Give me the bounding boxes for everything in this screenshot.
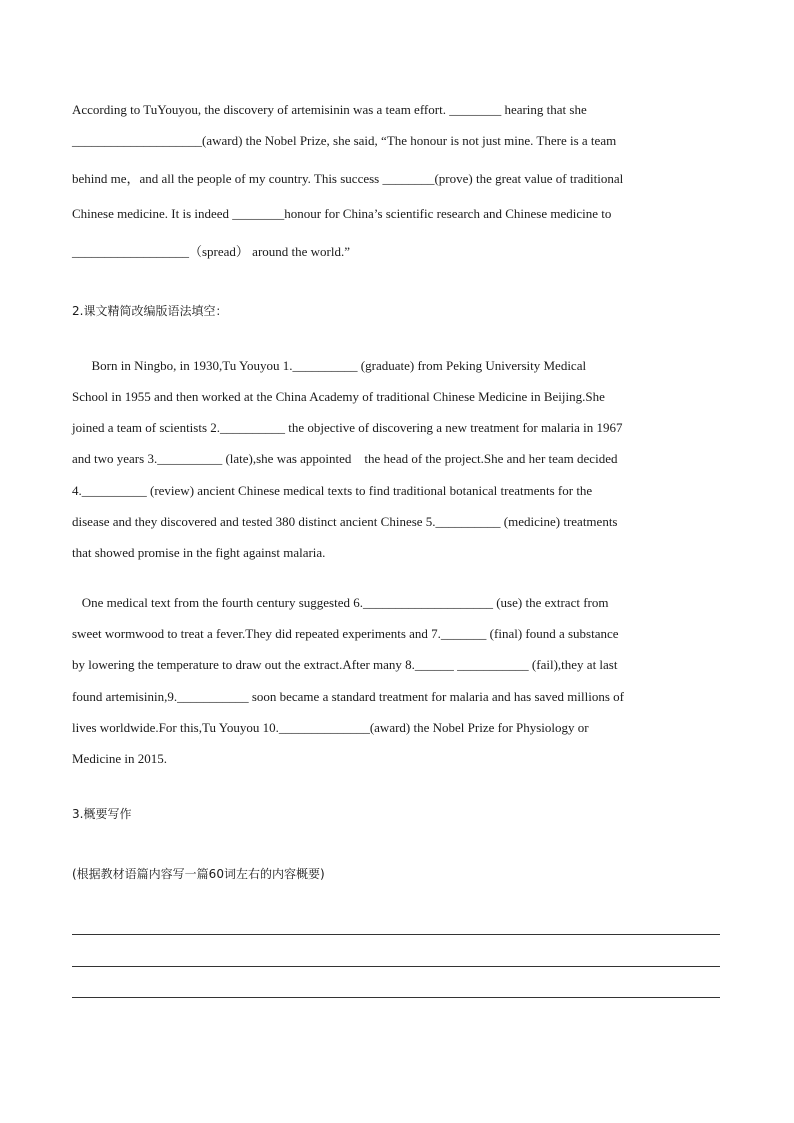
section-2-heading: 2.课文精简改编版语法填空： [72,304,228,318]
s2-p2-line-6: Medicine in 2015. [72,751,167,766]
s2-p2-line-1: One medical text from the fourth century suggested 6.____________________ (use) the extract from [72,595,609,610]
intro-line-3: behind me，and all the people of my country. This success ________(prove) the great value of traditional [72,171,624,186]
answer-line-1[interactable] [72,934,720,935]
s2-p2-line-4: found artemisinin,9.___________ soon became a standard treatment for malaria and has saved millions of [72,689,624,704]
s2-p1-line-2: School in 1955 and then worked at the China Academy of traditional Chinese Medicine in Beijing.She [72,389,605,404]
s2-p1-line-3: joined a team of scientists 2.__________ the objective of discovering a new treatment for malaria in 1967 [72,420,623,435]
answer-line-3[interactable] [72,997,720,998]
s2-p2-line-2: sweet wormwood to treat a fever.They did repeated experiments and 7._______ (final) found a substance [72,626,619,641]
s2-p1-line-1: Born in Ningbo, in 1930,Tu Youyou 1.__________ (graduate) from Peking University Medical [72,358,587,373]
intro-line-1: According to TuYouyou, the discovery of artemisinin was a team effort. ________ hearing that she [72,102,587,117]
section-3-instruction: (根据教材语篇内容写一篇60词左右的内容概要) [72,867,325,881]
s2-p2-line-3: by lowering the temperature to draw out the extract.After many 8.______ ___________ (fail),they at last [72,657,618,672]
s2-p1-line-5: 4.__________ (review) ancient Chinese medical texts to find traditional botanical treatments for the [72,483,593,498]
intro-line-5: __________________（spread） around the world.” [72,244,351,259]
intro-line-4: Chinese medicine. It is indeed ________honour for China’s scientific research and Chinese medicine to [72,206,612,221]
s2-p1-line-4: and two years 3.__________ (late),she was appointed the head of the project.She and her team decided [72,451,618,466]
s2-p2-line-5: lives worldwide.For this,Tu Youyou 10.______________(award) the Nobel Prize for Physiology or [72,720,589,735]
s2-p1-line-7: that showed promise in the fight against malaria. [72,545,326,560]
section-3-heading: 3.概要写作 [72,807,132,821]
s2-p1-line-6: disease and they discovered and tested 380 distinct ancient Chinese 5.__________ (medicine) treatments [72,514,618,529]
intro-line-2: ____________________(award) the Nobel Prize, she said, “The honour is not just mine. There is a team [72,133,617,148]
answer-line-2[interactable] [72,966,720,967]
